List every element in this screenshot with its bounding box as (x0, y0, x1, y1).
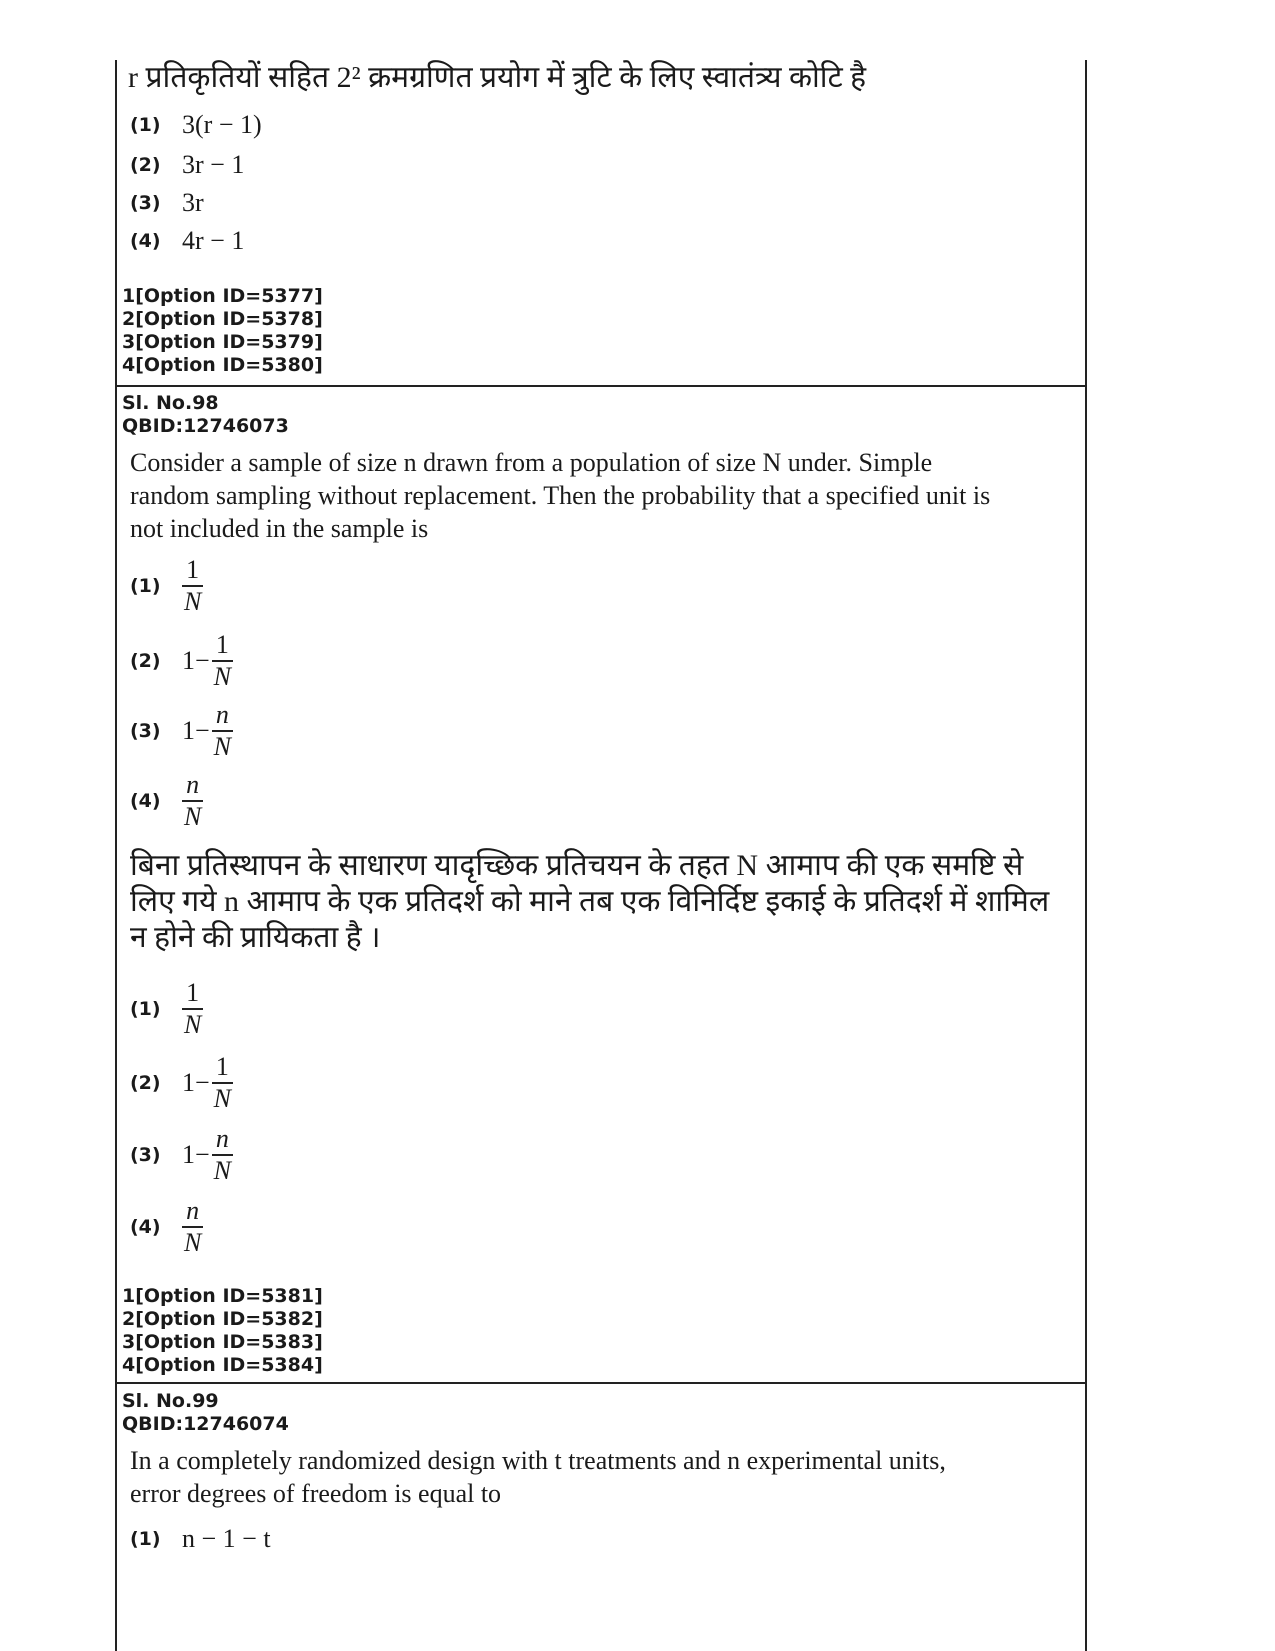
stem-line: न होने की प्रायिकता है । (130, 921, 381, 954)
numerator: 1 (186, 555, 200, 584)
option-prefix: 1− (182, 1140, 210, 1169)
denominator: N (213, 662, 232, 691)
denominator: N (184, 1228, 202, 1257)
option-text: 3r (182, 188, 204, 217)
option-label: (4) (130, 230, 161, 252)
option-id: 3[Option ID=5379] (122, 331, 323, 353)
option-1[interactable] (130, 1524, 271, 1554)
stem-line: In a completely randomized design with t treatments and n experimental units, (130, 1446, 946, 1475)
fraction (182, 978, 203, 1040)
option-label: (3) (130, 1144, 161, 1166)
question-stem-english (130, 446, 990, 545)
option-1[interactable] (130, 978, 203, 1040)
numerator: n (215, 1124, 229, 1153)
option-prefix: 1− (182, 646, 210, 675)
option-id-list (122, 1285, 323, 1377)
option-id: 4[Option ID=5384] (122, 1354, 323, 1376)
option-3[interactable] (130, 1124, 233, 1186)
option-label: (4) (130, 1216, 161, 1238)
stem-line: not included in the sample is (130, 514, 429, 543)
fraction (212, 630, 233, 692)
numerator: 1 (215, 1052, 229, 1081)
fraction (182, 555, 203, 617)
option-text: n − 1 − t (182, 1524, 271, 1553)
option-4[interactable] (130, 1196, 203, 1258)
option-label: (1) (130, 998, 161, 1020)
stem-line: error degrees of freedom is equal to (130, 1479, 502, 1508)
option-4[interactable] (130, 226, 244, 256)
option-label: (1) (130, 575, 161, 597)
denominator: N (213, 732, 232, 761)
numerator: n (186, 770, 200, 799)
stem-line: random sampling without replacement. Then the probability that a specified unit is (130, 481, 991, 510)
question-stem-hindi (130, 848, 1049, 956)
option-3[interactable] (130, 188, 204, 218)
fraction (212, 1124, 233, 1186)
serial-number: Sl. No.99 (122, 1390, 219, 1412)
qbid: QBID:12746074 (122, 1413, 289, 1435)
option-2[interactable] (130, 150, 244, 180)
question-stem-hindi: r प्रतिकृतियों सहित 2² क्रमग्रणित प्रयोग में त्रुटि के लिए स्वातंत्र्य कोटि है (128, 61, 867, 94)
fraction (212, 700, 233, 762)
stem-line: Consider a sample of size n drawn from a population of size N under. Simple (130, 448, 933, 477)
stem-line: बिना प्रतिस्थापन के साधारण यादृच्छिक प्रतिचयन के तहत N आमाप की एक समष्टि से (130, 849, 1024, 882)
numerator: 1 (186, 978, 200, 1007)
option-1[interactable] (130, 555, 203, 617)
option-label: (1) (130, 114, 161, 136)
option-4[interactable] (130, 770, 203, 832)
option-text: 3r − 1 (182, 150, 245, 179)
numerator: n (215, 700, 229, 729)
option-id: 2[Option ID=5382] (122, 1308, 323, 1330)
denominator: N (184, 587, 202, 616)
divider (115, 385, 1087, 387)
option-label: (2) (130, 1072, 161, 1094)
option-prefix: 1− (182, 716, 210, 745)
option-2[interactable] (130, 1052, 233, 1114)
option-id: 1[Option ID=5377] (122, 285, 323, 307)
fraction (182, 1196, 203, 1258)
option-label: (3) (130, 192, 161, 214)
denominator: N (184, 802, 202, 831)
qbid: QBID:12746073 (122, 415, 289, 437)
divider (115, 1382, 1087, 1384)
serial-number: Sl. No.98 (122, 392, 219, 414)
option-1[interactable] (130, 110, 262, 140)
option-label: (1) (130, 1528, 161, 1550)
option-text: 4r − 1 (182, 226, 245, 255)
option-id: 4[Option ID=5380] (122, 354, 323, 376)
option-label: (4) (130, 790, 161, 812)
question-header (122, 1390, 289, 1436)
option-label: (2) (130, 650, 161, 672)
option-id: 3[Option ID=5383] (122, 1331, 323, 1353)
fraction (212, 1052, 233, 1114)
option-id: 1[Option ID=5381] (122, 1285, 323, 1307)
option-label: (2) (130, 154, 161, 176)
fraction (182, 770, 203, 832)
stem-line: लिए गये n आमाप के एक प्रतिदर्श को माने तब एक विनिर्दिष्ट इकाई के प्रतिदर्श में शामिल (130, 885, 1050, 918)
denominator: N (184, 1010, 202, 1039)
numerator: n (186, 1196, 200, 1225)
question-stem-english (130, 1444, 946, 1510)
option-2[interactable] (130, 630, 233, 692)
numerator: 1 (215, 630, 229, 659)
option-id: 2[Option ID=5378] (122, 308, 323, 330)
question-header (122, 392, 289, 438)
option-prefix: 1− (182, 1068, 210, 1097)
denominator: N (213, 1084, 232, 1113)
option-3[interactable] (130, 700, 233, 762)
option-text: 3(r − 1) (182, 110, 262, 139)
option-label: (3) (130, 720, 161, 742)
option-id-list (122, 285, 323, 377)
denominator: N (213, 1156, 232, 1185)
